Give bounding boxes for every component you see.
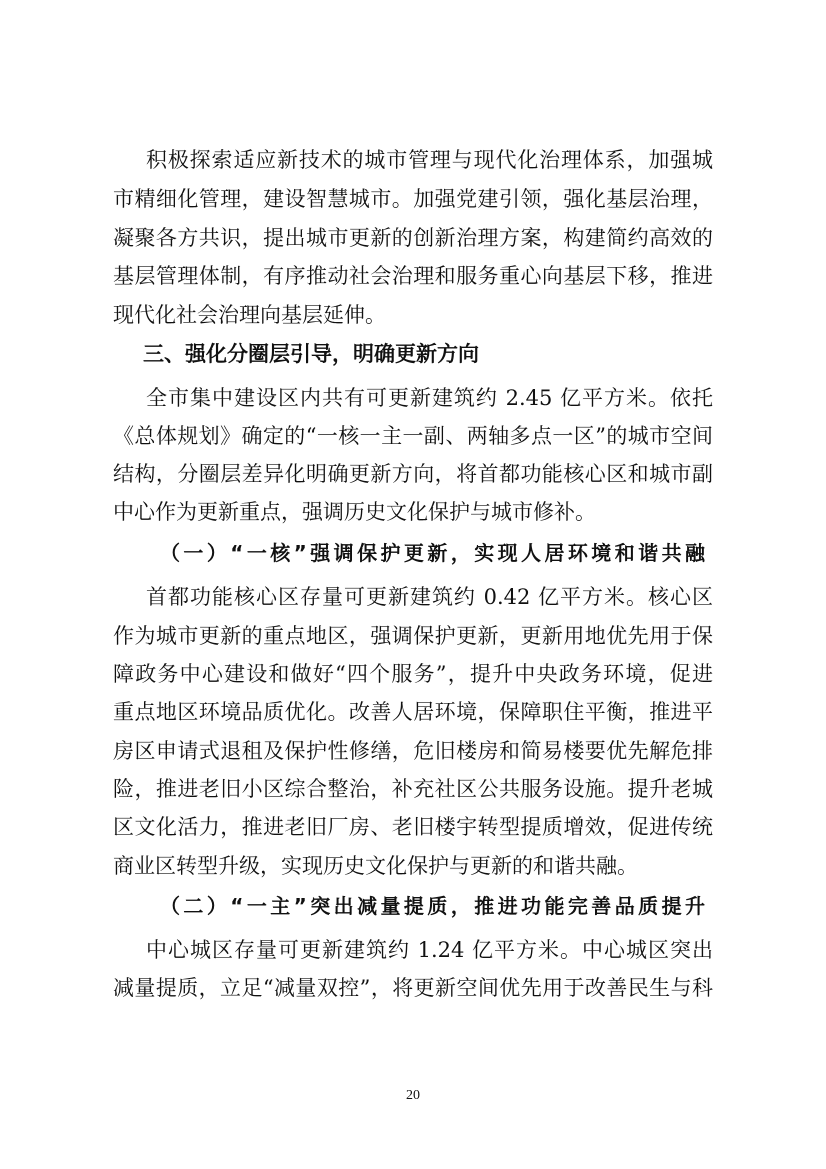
paragraph-line: 区文化活力，推进老旧厂房、老旧楼宇转型提质增效，促进传统 [113, 815, 713, 839]
paragraph-line: 基层管理体制，有序推动社会治理和服务重心向基层下移，推进 [113, 264, 713, 288]
page-number: 20 [406, 1088, 420, 1103]
paragraph-line: 减量提质，立足“减量双控”，将更新空间优先用于改善民生与科 [113, 976, 713, 1000]
paragraph-line: 市精细化管理，建设智慧城市。加强党建引领，强化基层治理， [113, 187, 713, 211]
paragraph-line: 中心城区存量可更新建筑约 1.24 亿平方米。中心城区突出 [146, 938, 713, 962]
paragraph-line: 重点地区环境品质优化。改善人居环境，保障职住平衡，推进平 [113, 700, 713, 724]
paragraph-line: 中心作为更新重点，强调历史文化保护与城市修补。 [113, 500, 596, 524]
paragraph-line: 凝聚各方共识，提出城市更新的创新治理方案，构建简约高效的 [113, 226, 713, 250]
paragraph-line: 《总体规划》确定的“一核一主一副、两轴多点一区”的城市空间 [113, 424, 713, 448]
paragraph-line: 障政务中心建设和做好“四个服务”，提升中央政务环境，促进 [113, 662, 713, 686]
paragraph-line: 首都功能核心区存量可更新建筑约 0.42 亿平方米。核心区 [146, 585, 713, 609]
subsection-heading: （二）“一主”突出减量提质，推进功能完善品质提升 [160, 894, 705, 918]
section-heading: 三、强化分圈层引导，明确更新方向 [143, 342, 479, 366]
paragraph-line: 商业区转型升级，实现历史文化保护与更新的和谐共融。 [113, 854, 638, 878]
paragraph-line: 作为城市更新的重点地区，强调保护更新，更新用地优先用于保 [113, 624, 713, 648]
paragraph-line: 结构，分圈层差异化明确更新方向，将首都功能核心区和城市副 [113, 462, 713, 486]
paragraph-line: 房区申请式退租及保护性修缮，危旧楼房和简易楼要优先解危排 [113, 739, 713, 763]
paragraph-line: 全市集中建设区内共有可更新建筑约 2.45 亿平方米。依托 [146, 386, 713, 410]
paragraph-line: 现代化社会治理向基层延伸。 [113, 303, 386, 327]
paragraph-line: 险，推进老旧小区综合整治，补充社区公共服务设施。提升老城 [113, 777, 713, 801]
paragraph-line: 积极探索适应新技术的城市管理与现代化治理体系，加强城 [146, 148, 713, 172]
subsection-heading: （一）“一核”强调保护更新，实现人居环境和谐共融 [160, 541, 705, 565]
